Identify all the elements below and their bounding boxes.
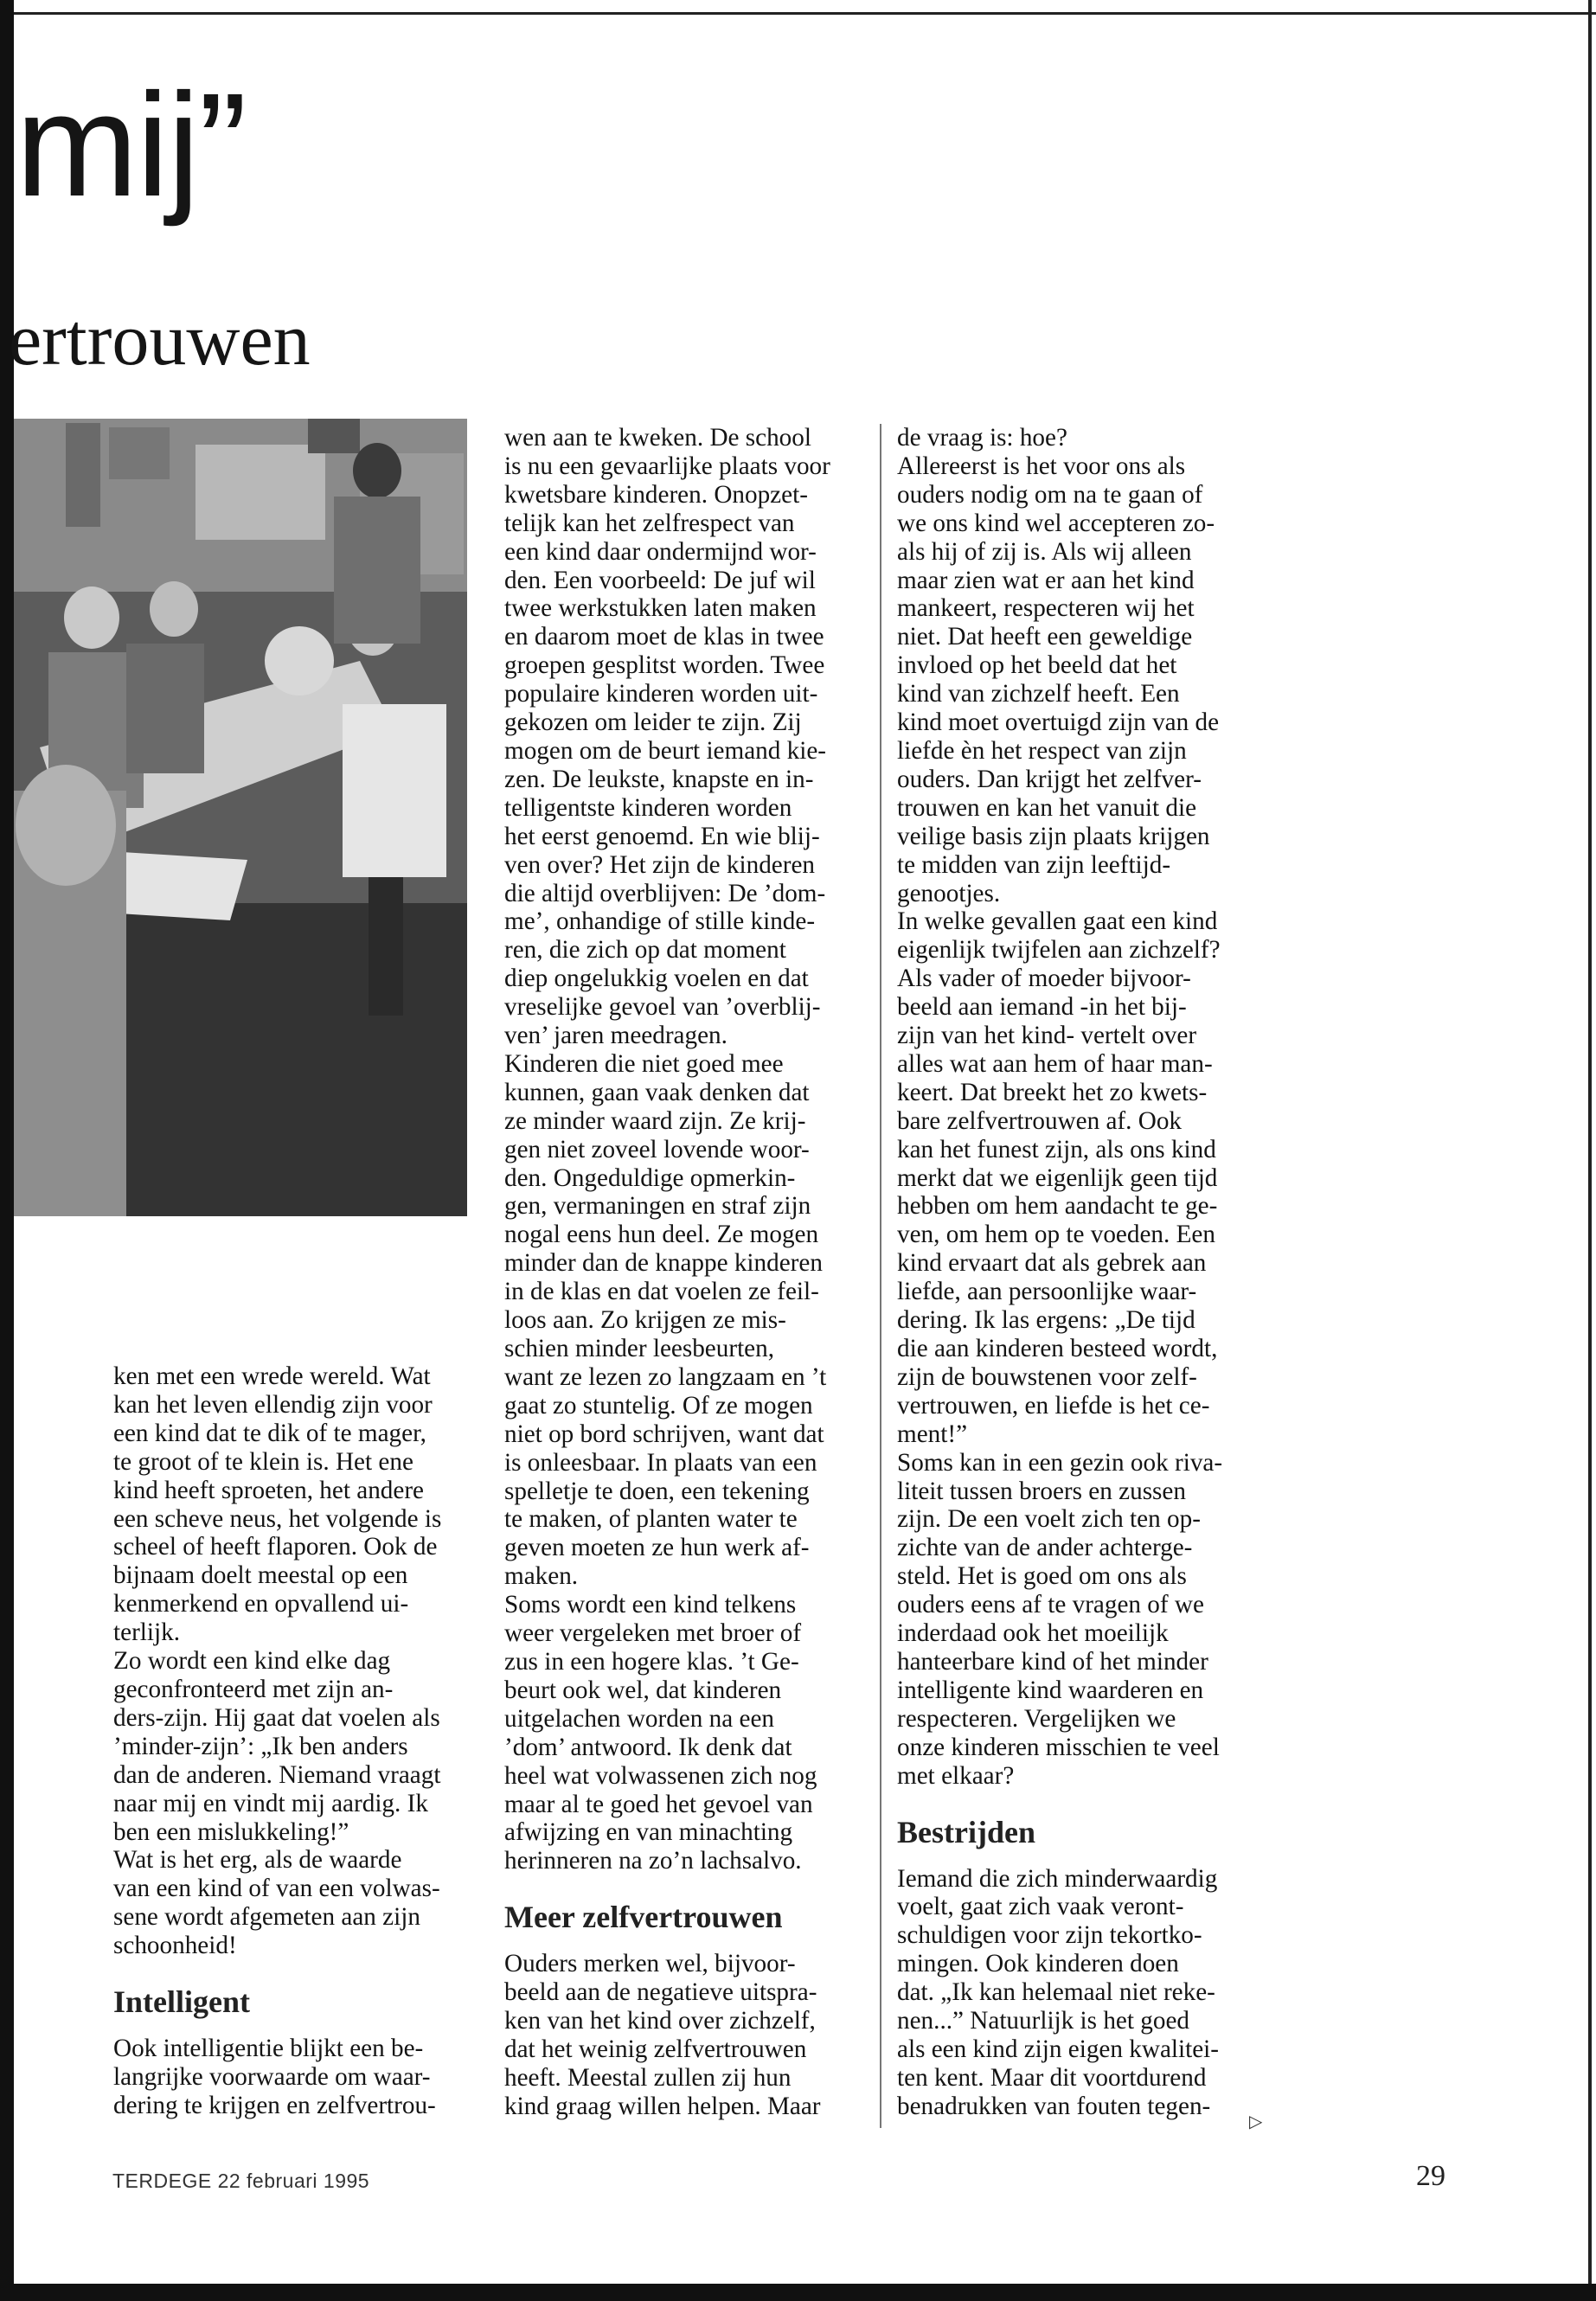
text-line: beurt ook wel, dat kinderen [504, 1676, 782, 1704]
text-line: Kinderen die niet goed mee [504, 1049, 784, 1078]
text-line: maar al te goed het gevoel van [504, 1790, 813, 1818]
text-line: invloed op het beeld dat het [897, 651, 1177, 680]
text-line: Allereerst is het voor ons als [897, 452, 1186, 480]
text-line: maar zien wat er aan het kind [897, 566, 1195, 594]
text-line: kind graag willen helpen. Maar [504, 2092, 821, 2120]
text-line: loos aan. Zo krijgen ze mis- [504, 1306, 786, 1335]
text-line: dering. Ik las ergens: „De tijd [897, 1306, 1195, 1335]
text-line: zijn de bouwstenen voor zelf- [897, 1362, 1197, 1391]
text-line: liteit tussen broers en zussen [897, 1477, 1186, 1505]
text-line: ’minder-zijn’: „Ik ben anders [113, 1732, 408, 1760]
text-line: eigenlijk twijfelen aan zichzelf? [897, 936, 1221, 965]
text-line: uitgelachen worden na een [504, 1704, 774, 1733]
text-line: Als vader of moeder bijvoor- [897, 965, 1191, 993]
text-line: ’dom’ antwoord. Ik denk dat [504, 1733, 792, 1761]
text-line: vertrouwen, en liefde is het ce- [897, 1391, 1210, 1420]
section-heading-bestrijden: Bestrijden [897, 1814, 1035, 1849]
text-line: ment!” [897, 1420, 968, 1448]
text-line: te maken, of planten water te [504, 1505, 798, 1534]
text-line: diep ongelukkig voelen en dat [504, 965, 809, 993]
text-line: mankeert, respecteren wij het [897, 594, 1195, 623]
text-line: me’, onhandige of stille kinde- [504, 907, 816, 936]
text-line: inderdaad ook het moeilijk [897, 1619, 1169, 1648]
headline-fragment: mij” [16, 63, 246, 228]
text-line: te midden van zijn leeftijd- [897, 850, 1171, 879]
text-line: we ons kind wel accepteren zo- [897, 509, 1215, 537]
text-line: merkt dat we eigenlijk geen tijd [897, 1163, 1218, 1192]
text-line: kind moet overtuigd zijn van de [897, 708, 1220, 737]
text-line: gen niet zoveel lovende woor- [504, 1135, 810, 1163]
text-line: schoonheid! [113, 1932, 237, 1960]
text-line: vreselijke gevoel van ’overblij- [504, 993, 821, 1022]
text-line: nogal eens hun deel. Ze mogen [504, 1221, 819, 1249]
text-line: keert. Dat breekt het zo kwets- [897, 1078, 1208, 1106]
text-line: onze kinderen misschien te veel [897, 1733, 1220, 1761]
article-column-2 [504, 424, 866, 2121]
text-line: kunnen, gaan vaak denken dat [504, 1078, 810, 1106]
text-line: het eerst genoemd. En wie blij- [504, 822, 820, 850]
text-line: bijnaam doelt meestal op een [113, 1561, 408, 1590]
text-line: sene wordt afgemeten aan zijn [113, 1903, 420, 1932]
text-line: zen. De leukste, knapste en in- [504, 765, 814, 793]
text-line: Ouders merken wel, bijvoor- [504, 1950, 796, 1978]
text-line: is onleesbaar. In plaats van een [504, 1448, 817, 1477]
text-line: Wat is het erg, als de waarde [113, 1846, 402, 1875]
text-line: dering te krijgen en zelfvertrou- [113, 2091, 436, 2119]
text-line: Iemand die zich minderwaardig [897, 1864, 1218, 1893]
text-line: zichte van de ander achterge- [897, 1534, 1193, 1562]
continue-arrow-icon: ▷ [1249, 2111, 1263, 2131]
text-line: beeld aan iemand -in het bij- [897, 993, 1187, 1022]
text-line: kind van zichzelf heeft. Een [897, 680, 1180, 708]
text-line: ze minder waard zijn. Ze krij- [504, 1106, 806, 1135]
page-number: 29 [1416, 2160, 1445, 2192]
text-line: wen aan te kweken. De school [504, 424, 811, 452]
text-line: Soms wordt een kind telkens [504, 1591, 797, 1619]
text-line: kan het funest zijn, als ons kind [897, 1135, 1216, 1163]
text-line: Soms kan in een gezin ook riva- [897, 1448, 1223, 1477]
section-heading-intelligent: Intelligent [113, 1984, 250, 2020]
text-line: die aan kinderen besteed wordt, [897, 1335, 1218, 1362]
text-line: ouders. Dan krijgt het zelfver- [897, 765, 1202, 793]
text-line: liefde, aan persoonlijke waar- [897, 1278, 1197, 1306]
text-line: scheel of heeft flaporen. Ook de [113, 1533, 438, 1561]
page-frame-bottom [0, 2284, 1596, 2301]
text-line: voelt, gaat zich vaak veront- [897, 1893, 1184, 1921]
text-line: steld. Het is goed om ons als [897, 1562, 1187, 1591]
text-line: ven, om hem op te voeden. Een [897, 1221, 1215, 1249]
text-line: geven moeten ze hun werk af- [504, 1534, 810, 1562]
text-line: genootjes. [897, 879, 1001, 907]
text-line: zijn. De een voelt zich ten op- [897, 1505, 1201, 1534]
text-line: zijn van het kind- vertelt over [897, 1022, 1197, 1050]
text-line: en daarom moet de klas in twee [504, 623, 824, 651]
text-line: ten kent. Maar dit voortdurend [897, 2063, 1207, 2092]
text-line: Ook intelligentie blijkt een be- [113, 2035, 424, 2063]
text-line: schien minder leesbeurten, [504, 1335, 775, 1362]
article-column-3 [897, 424, 1260, 2121]
text-line: kind ervaart dat als gebrek aan [897, 1249, 1207, 1278]
text-line: kind heeft sproeten, het andere [113, 1476, 425, 1504]
text-line: beeld aan de negatieve uitspra- [504, 1978, 817, 2007]
text-line: ouders nodig om na te gaan of [897, 480, 1203, 509]
text-line: In welke gevallen gaat een kind [897, 907, 1218, 936]
text-line: zus in een hogere klas. ’t Ge- [504, 1647, 799, 1676]
text-line: weer vergeleken met broer of [504, 1619, 802, 1648]
text-line: bare zelfvertrouwen af. Ook [897, 1106, 1183, 1135]
text-line: dat het weinig zelfvertrouwen [504, 2035, 807, 2063]
text-line: den. Ongeduldige opmerkin- [504, 1163, 796, 1192]
text-line: dat. „Ik kan helemaal niet reke- [897, 1978, 1215, 2007]
text-line: kwetsbare kinderen. Onopzet- [504, 480, 808, 509]
text-line: dan de anderen. Niemand vraagt [113, 1760, 441, 1789]
column-divider [880, 424, 881, 2128]
text-line: gekozen om leider te zijn. Zij [504, 708, 802, 737]
text-line: veilige basis zijn plaats krijgen [897, 822, 1210, 850]
page-frame-right [1588, 0, 1592, 2301]
text-line: mogen om de beurt iemand kie- [504, 736, 827, 765]
text-line: niet. Dat heeft een geweldige [897, 623, 1193, 651]
text-line: met elkaar? [897, 1761, 1015, 1790]
text-line: respecteren. Vergelijken we [897, 1704, 1176, 1733]
text-line: twee werkstukken laten maken [504, 594, 817, 623]
text-line: als hij of zij is. Als wij alleen [897, 537, 1192, 566]
text-line: ken van het kind over zichzelf, [504, 2007, 816, 2035]
text-line: een scheve neus, het volgende is [113, 1504, 442, 1533]
text-line: ders-zijn. Hij gaat dat voelen als [113, 1703, 440, 1732]
text-line: trouwen en kan het vanuit die [897, 793, 1197, 822]
article-column-1 [113, 1362, 477, 2120]
text-line: naar mij en vindt mij aardig. Ik [113, 1789, 428, 1817]
section-heading-meer-zelfvertrouwen: Meer zelfvertrouwen [504, 1900, 783, 1935]
text-line: is nu een gevaarlijke plaats voor [504, 452, 830, 480]
text-line: liefde èn het respect van zijn [897, 736, 1187, 765]
text-line: ouders eens af te vragen of we [897, 1591, 1204, 1619]
text-line: gaat zo stuntelig. Of ze mogen [504, 1391, 813, 1420]
text-line: gen, vermaningen en straf zijn [504, 1192, 811, 1221]
text-line: mingen. Ook kinderen doen [897, 1950, 1179, 1978]
text-line: te groot of te klein is. Het ene [113, 1447, 413, 1476]
classroom-photo [14, 419, 467, 1216]
text-line: niet op bord schrijven, want dat [504, 1420, 824, 1448]
text-line: kenmerkend en opvallend ui- [113, 1590, 409, 1618]
text-line: want ze lezen zo langzaam en ’t [504, 1362, 827, 1391]
subheadline-fragment: ertrouwen [9, 298, 311, 381]
text-line: geconfronteerd met zijn an- [113, 1675, 394, 1703]
text-line: telligentste kinderen worden [504, 793, 792, 822]
text-line: de vraag is: hoe? [897, 424, 1067, 452]
page-frame-top [0, 12, 1596, 15]
text-line: als een kind zijn eigen kwalitei- [897, 2035, 1220, 2063]
text-line: ben een mislukkeling!” [113, 1817, 349, 1846]
text-line: nen...” Natuurlijk is het goed [897, 2007, 1190, 2035]
text-line: ren, die zich op dat moment [504, 936, 786, 965]
text-line: intelligente kind waarderen en [897, 1676, 1204, 1704]
text-line: een kind daar ondermijnd wor- [504, 537, 817, 566]
text-line: heel wat volwassenen zich nog [504, 1761, 817, 1790]
text-line: die altijd overblijven: De ’dom- [504, 879, 826, 907]
text-line: minder dan de knappe kinderen [504, 1249, 823, 1278]
text-line: schuldigen voor zijn tekortko- [897, 1921, 1202, 1950]
text-line: maken. [504, 1562, 579, 1591]
text-line: hebben om hem aandacht te ge- [897, 1192, 1218, 1221]
text-line: heeft. Meestal zullen zij hun [504, 2063, 792, 2092]
text-line: langrijke voorwaarde om waar- [113, 2062, 431, 2091]
text-line: herinneren na zo’n lachsalvo. [504, 1847, 802, 1875]
text-line: kan het leven ellendig zijn voor [113, 1390, 433, 1419]
text-line: afwijzing en van minachting [504, 1818, 793, 1847]
text-line: populaire kinderen worden uit- [504, 680, 818, 708]
text-line: hanteerbare kind of het minder [897, 1647, 1208, 1676]
text-line: van een kind of van een volwas- [113, 1875, 440, 1903]
text-line: telijk kan het zelfrespect van [504, 509, 795, 537]
text-line: ken met een wrede wereld. Wat [113, 1362, 431, 1390]
text-line: in de klas en dat voelen ze feil- [504, 1278, 819, 1306]
text-line: spelletje te doen, een tekening [504, 1477, 810, 1505]
text-line: groepen gesplitst worden. Twee [504, 651, 825, 680]
text-line: terlijk. [113, 1618, 181, 1647]
text-line: ven over? Het zijn de kinderen [504, 850, 816, 879]
text-line: benadrukken van fouten tegen- [897, 2092, 1211, 2120]
publication-footer: TERDEGE 22 februari 1995 [112, 2170, 370, 2192]
text-line: Zo wordt een kind elke dag [113, 1647, 391, 1676]
text-line: alles wat aan hem of haar man- [897, 1049, 1213, 1078]
text-line: een kind dat te dik of te mager, [113, 1419, 426, 1447]
text-line: ven’ jaren meedragen. [504, 1022, 727, 1050]
text-line: den. Een voorbeeld: De juf wil [504, 566, 816, 594]
